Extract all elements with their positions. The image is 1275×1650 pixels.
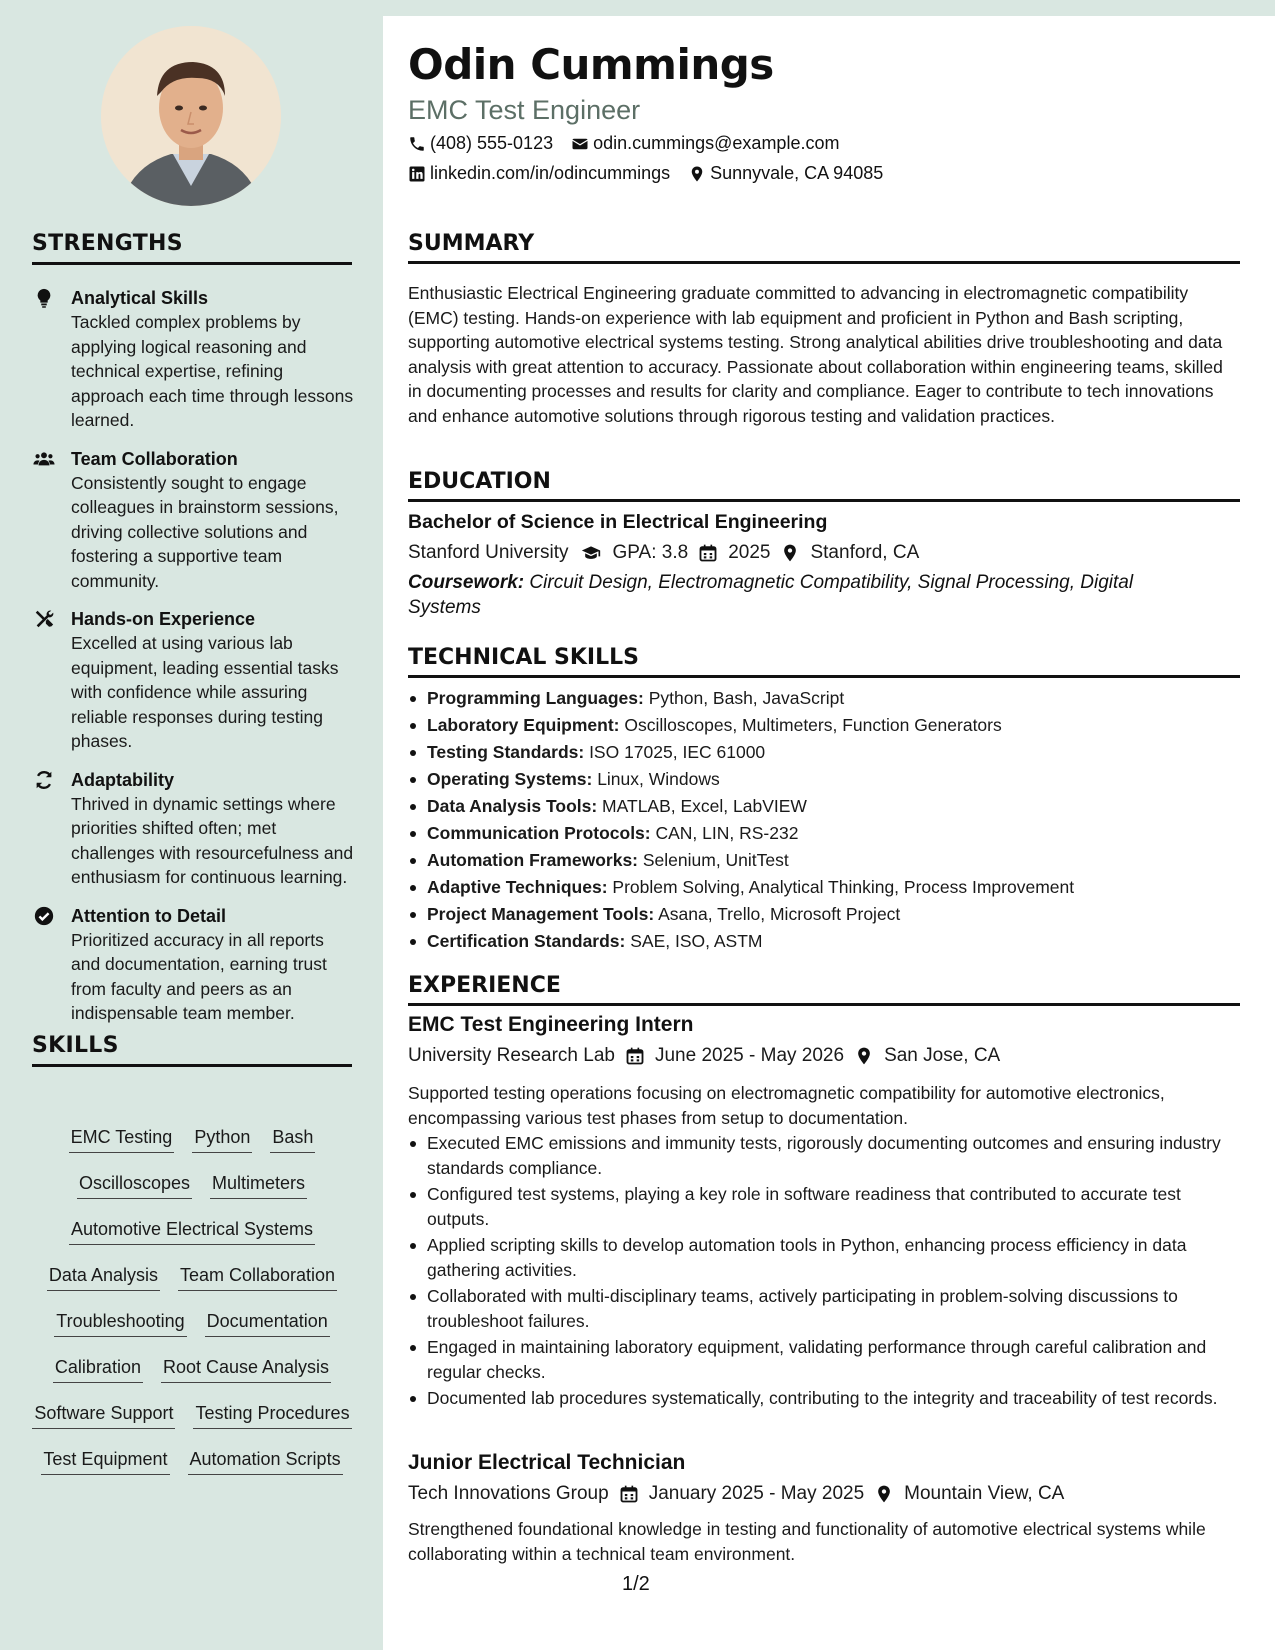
strength-item [32,768,357,890]
linkedin-text: linkedin.com/in/odincummings [430,163,671,183]
linkedin-icon [408,165,426,183]
tech-skill-item [408,902,1238,927]
tech-skill-value: Python, Bash, JavaScript [643,688,845,708]
skill-tag: Software Support [32,1401,175,1429]
tech-skill-item [408,767,1238,792]
tech-skill-label: Automation Frameworks: [427,850,638,870]
gpa-text: GPA: 3.8 [612,542,689,563]
degree-title: Bachelor of Science in Electrical Engineering [408,511,828,533]
skill-tag: Test Equipment [41,1447,169,1475]
tech-skill-item [408,875,1238,900]
strength-title: Analytical Skills [71,288,209,308]
strength-title: Attention to Detail [71,905,226,926]
strength-desc: Consistently sought to engage colleagues in brainstorm sessions, driving collective solutions and fostering a supportive team community. [71,472,339,591]
tech-skill-value: Asana, Trello, Microsoft Project [654,904,901,924]
envelope-icon [571,135,589,153]
skill-tag: Multimeters [210,1171,307,1199]
contact-row-2 [408,163,883,184]
tech-skill-value: MATLAB, Excel, LabVIEW [597,796,807,816]
job-location: Mountain View, CA [904,1483,1065,1504]
strength-item [32,286,357,433]
strength-desc: Thrived in dynamic settings where priorities shifted often; met challenges with resourcefulness and enthusiasm for continuous learning. [71,793,354,887]
contact-row-1 [408,133,839,154]
tech-skill-label: Adaptive Techniques: [427,877,608,897]
tech-skill-value: Selenium, UnitTest [638,850,789,870]
calendar-icon [619,1484,639,1504]
coursework-list: Circuit Design, Electromagnetic Compatibility, Signal Processing, Digital Systems [408,572,1134,618]
skill-tag: Oscilloscopes [77,1171,192,1199]
strength-title: Team Collaboration [71,448,238,469]
sync-icon [32,769,56,791]
summary-text: Enthusiastic Electrical Engineering graduate committed to advancing in electromagnetic compatibility (EMC) testing. Hands-on experience with lab equipment and proficient in Python and Bash scripting, supporting automotive electrical systems testing. Strong analytical abilities drive troubleshooting and data analysis with great attention to accuracy. Passionate about collaboration within engineering teams, skilled in documenting processes and results for clarity and compliance. Eager to contribute to tech innovations and enhance automotive solutions through rigorous testing and validation practices. [408,283,1223,426]
tech-skill-label: Testing Standards: [427,742,585,762]
tech-skill-item [408,848,1238,873]
candidate-role: EMC Test Engineer [408,95,641,125]
location-contact [688,163,883,184]
job-bullet: Executed EMC emissions and immunity tests, rigorously documenting outcomes and ensuring industry standards compliance. [408,1131,1238,1180]
phone-contact[interactable] [408,133,553,154]
school-name: Stanford University [408,542,569,563]
skill-tag: Automation Scripts [188,1447,343,1475]
map-pin-icon [780,543,800,563]
skill-tag: EMC Testing [69,1125,175,1153]
job-location: San Jose, CA [884,1045,1001,1066]
linkedin-contact[interactable] [408,163,670,184]
job-bullet: Configured test systems, playing a key role in software readiness that contributed to accurate test outputs. [408,1182,1238,1231]
tech-skill-label: Data Analysis Tools: [427,796,598,816]
map-pin-icon [874,1484,894,1504]
job-summary: Strengthened foundational knowledge in testing and functionality of automotive electrical systems while collaborating within a technical team environment. [408,1519,1206,1564]
education-heading: EDUCATION [408,469,1240,502]
skill-tag: Testing Procedures [193,1401,351,1429]
skill-tag: Data Analysis [47,1263,160,1291]
job-bullet: Collaborated with multi-disciplinary teams, actively participating in problem-solving discussions to troubleshoot failures. [408,1284,1238,1333]
skills-heading: SKILLS [32,1033,352,1067]
coursework [408,571,1208,620]
tech-skill-item [408,794,1238,819]
job-bullet: Applied scripting skills to develop automation tools in Python, enhancing process efficiency in data gathering activities. [408,1233,1238,1282]
check-circle-icon [32,905,56,927]
tech-skill-label: Operating Systems: [427,769,593,789]
tech-skill-label: Certification Standards: [427,931,626,951]
experience-heading: EXPERIENCE [408,973,1240,1006]
tech-skill-value: Problem Solving, Analytical Thinking, Process Improvement [607,877,1075,897]
job-meta [408,1045,1000,1067]
page-number: 1/2 [622,1573,650,1595]
company-name: Tech Innovations Group [408,1483,609,1504]
summary-heading: SUMMARY [408,231,1240,264]
graduation-cap-icon [579,543,603,563]
skill-tag: Team Collaboration [178,1263,337,1291]
technical-skills-list [408,686,1238,956]
calendar-icon [698,543,718,563]
tech-skill-value: SAE, ISO, ASTM [625,931,763,951]
map-pin-icon [854,1046,874,1066]
company-name: University Research Lab [408,1045,615,1066]
users-icon [32,448,56,470]
job-summary: Supported testing operations focusing on electromagnetic compatibility for automotive electronics, encompassing various test phases from setup to documentation. [408,1083,1165,1128]
school-location: Stanford, CA [810,542,920,563]
phone-icon [408,135,426,153]
job-dates: June 2025 - May 2026 [654,1045,845,1066]
job-meta [408,1483,1064,1505]
map-pin-icon [688,165,706,183]
location-text: Sunnyvale, CA 94085 [710,163,884,183]
skill-tag: Root Cause Analysis [161,1355,331,1383]
tech-skill-value: Oscilloscopes, Multimeters, Function Generators [619,715,1002,735]
strength-item [32,904,357,1026]
coursework-label: Coursework: [408,572,525,593]
job-dates: January 2025 - May 2025 [648,1483,865,1504]
tech-skill-value: Linux, Windows [592,769,720,789]
skill-tag: Documentation [205,1309,330,1337]
job-bullets [408,1131,1238,1413]
lightbulb-icon [32,287,56,309]
skill-tag: Python [192,1125,252,1153]
phone-text: (408) 555-0123 [430,133,554,153]
tech-skill-label: Project Management Tools: [427,904,655,924]
technical-skills-heading: TECHNICAL SKILLS [408,645,1240,678]
skill-tag: Automotive Electrical Systems [69,1217,315,1245]
strength-title: Hands-on Experience [71,609,256,629]
strength-desc: Prioritized accuracy in all reports and documentation, earning trust from faculty and peers as an indispensable team member. [71,929,327,1023]
strength-desc: Excelled at using various lab equipment, leading essential tasks with confidence while assuring reliable responses during testing phases. [71,633,339,751]
skill-tag: Bash [270,1125,315,1153]
tech-skill-item [408,821,1238,846]
email-contact[interactable] [571,133,839,154]
tech-skill-value: ISO 17025, IEC 61000 [584,742,766,762]
tech-skill-item [408,713,1238,738]
strength-desc: Tackled complex problems by applying logical reasoning and technical expertise, refining approach each time through lessons learned. [71,312,354,430]
strength-item [32,447,357,594]
tech-skill-item [408,686,1238,711]
tech-skill-item [408,740,1238,765]
job-bullet: Engaged in maintaining laboratory equipment, validating performance through careful calibration and regular checks. [408,1335,1238,1384]
tech-skill-value: CAN, LIN, RS-232 [650,823,799,843]
candidate-name: Odin Cummings [408,40,774,89]
tech-skill-item [408,929,1238,954]
strength-title: Adaptability [71,769,175,790]
job-title: Junior Electrical Technician [408,1451,686,1474]
tech-skill-label: Programming Languages: [427,688,644,708]
skill-tag: Calibration [53,1355,143,1383]
profile-photo [101,26,281,206]
calendar-icon [625,1046,645,1066]
graduation-year: 2025 [728,542,771,563]
job-bullet: Documented lab procedures systematically, contributing to the integrity and traceability of test records. [408,1386,1238,1411]
skills-tag-list [32,1125,352,1475]
skill-tag: Troubleshooting [54,1309,186,1337]
tools-icon [32,608,56,630]
tech-skill-label: Laboratory Equipment: [427,715,620,735]
strength-item [32,607,357,754]
tech-skill-label: Communication Protocols: [427,823,651,843]
strengths-heading: STRENGTHS [32,231,352,265]
job-title: EMC Test Engineering Intern [408,1013,694,1036]
strengths-list [32,286,357,1040]
email-text: odin.cummings@example.com [593,133,840,153]
education-meta [408,542,919,564]
